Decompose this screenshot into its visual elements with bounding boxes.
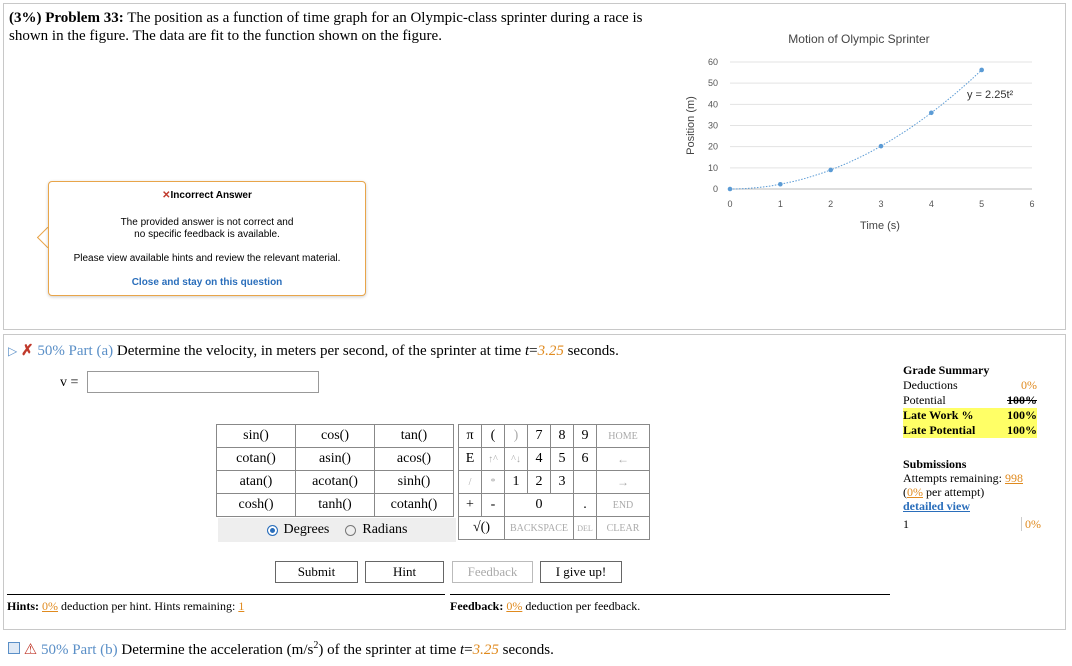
part-a-eq: = xyxy=(529,343,538,359)
part-a-units: seconds. xyxy=(567,343,619,359)
left-arrow-key[interactable]: ← xyxy=(597,448,650,471)
divide-key[interactable]: / xyxy=(459,471,482,494)
part-a-time: 3.25 xyxy=(537,343,564,359)
chart-x-tick-label: 1 xyxy=(777,199,783,209)
hints-label: Hints: xyxy=(7,599,40,613)
part-b-time: 3.25 xyxy=(472,642,499,658)
chart-data-point xyxy=(879,144,884,149)
dot-key[interactable]: . xyxy=(574,494,597,517)
feedback-button[interactable]: Feedback xyxy=(452,561,533,583)
per-attempt-pct: 0% xyxy=(907,485,923,499)
chart-y-axis-label: Position (m) xyxy=(685,96,697,155)
key-7[interactable]: 7 xyxy=(528,425,551,448)
tan-key[interactable]: tan() xyxy=(375,425,454,448)
per-attempt-text: per attempt) xyxy=(926,485,985,499)
part-b-units: seconds. xyxy=(502,642,554,658)
chart-svg xyxy=(672,20,1062,240)
part-b-eq: = xyxy=(464,642,473,658)
key-1[interactable]: 1 xyxy=(505,471,528,494)
late-potential-label: Late Potential xyxy=(903,423,976,437)
part-a-t-var: t xyxy=(524,343,530,359)
part-a-question: Determine the velocity, in meters per second, of the sprinter at time xyxy=(116,343,522,359)
deductions-value: 0% xyxy=(1021,378,1037,392)
submission-row-pct: 0% xyxy=(1021,517,1041,531)
tanh-key[interactable]: tanh() xyxy=(296,494,375,517)
acotan-key[interactable]: acotan() xyxy=(296,471,375,494)
hints-remaining: 1 xyxy=(238,599,245,613)
key-4[interactable]: 4 xyxy=(528,448,551,471)
cotan-key[interactable]: cotan() xyxy=(217,448,296,471)
del-key[interactable]: DEL xyxy=(574,517,597,540)
end-key[interactable]: END xyxy=(597,494,650,517)
feedback-label: Feedback: xyxy=(450,599,504,613)
deductions-label: Deductions xyxy=(903,378,958,392)
popup-title: Incorrect Answer xyxy=(170,190,252,201)
chart-x-tick-label: 2 xyxy=(828,199,834,209)
chart-x-tick-label: 0 xyxy=(727,199,733,209)
part-b-question: Determine the acceleration (m/s xyxy=(121,642,314,658)
submission-row-number: 1 xyxy=(903,517,909,531)
key-2[interactable]: 2 xyxy=(528,471,551,494)
answer-variable-label: v = xyxy=(60,375,79,390)
submissions-title: Submissions xyxy=(903,457,967,471)
part-a-header xyxy=(8,341,619,360)
part-b-exponent: 2 xyxy=(313,640,319,651)
chart-x-tick-label: 4 xyxy=(928,199,934,209)
superscript-down-key[interactable]: ^↓ xyxy=(505,448,528,471)
radians-label[interactable]: Radians xyxy=(362,522,408,537)
minus-key[interactable]: - xyxy=(482,494,505,517)
chart-x-tick-label: 5 xyxy=(979,199,985,209)
chart-title: Motion of Olympic Sprinter xyxy=(788,32,930,46)
cosh-key[interactable]: cosh() xyxy=(217,494,296,517)
part-b-header xyxy=(8,640,554,659)
chart-y-tick-label: 40 xyxy=(707,99,718,110)
feedback-deduction-pct: 0% xyxy=(506,599,523,613)
chart-data-point xyxy=(929,111,934,116)
late-work-value: 100% xyxy=(1007,408,1037,422)
degrees-label[interactable]: Degrees xyxy=(283,522,330,537)
problem-body: The position as a function of time graph for an Olympic-class sprinter during a race is shown in the figure. The data are fit to the function shown on the figure. xyxy=(9,10,643,44)
feedback-text: deduction per feedback. xyxy=(525,599,641,613)
multiply-key[interactable]: * xyxy=(482,471,505,494)
popup-message-line2: no specific feedback is available. xyxy=(134,229,280,240)
chart-fit-line xyxy=(730,70,982,189)
chart-y-tick-label: 30 xyxy=(707,120,718,131)
chart-data-point xyxy=(828,168,833,173)
clear-key[interactable]: CLEAR xyxy=(597,517,650,540)
grade-summary xyxy=(903,363,1037,438)
late-work-label: Late Work % xyxy=(903,408,974,422)
function-keypad xyxy=(216,424,454,517)
paren-open: ( xyxy=(903,485,907,499)
acos-key[interactable]: acos() xyxy=(375,448,454,471)
right-arrow-key[interactable]: → xyxy=(597,471,650,494)
chart-x-axis-label: Time (s) xyxy=(860,220,900,232)
detailed-view-link[interactable]: detailed view xyxy=(903,499,970,513)
key-6[interactable]: 6 xyxy=(574,448,597,471)
chart-x-tick-label: 6 xyxy=(1029,199,1035,209)
part-b-t-var: t xyxy=(459,642,465,658)
chart-y-tick-label: 20 xyxy=(707,141,718,152)
pi-key[interactable]: π xyxy=(459,425,482,448)
popup-message xyxy=(49,217,365,241)
chart-y-tick-label: 60 xyxy=(707,57,718,67)
cotanh-key[interactable]: cotanh() xyxy=(375,494,454,517)
incorrect-x-icon: ✗ xyxy=(20,343,34,359)
attempts-remaining: 998 xyxy=(1004,471,1023,485)
potential-value: 100% xyxy=(1007,393,1037,407)
hints-info xyxy=(7,594,445,631)
part-b-label: 50% Part (b) xyxy=(40,642,118,658)
left-paren-key[interactable]: ( xyxy=(482,425,505,448)
atan-key[interactable]: atan() xyxy=(217,471,296,494)
hint-deduction-pct: 0% xyxy=(42,599,59,613)
key-0[interactable]: 0 xyxy=(505,494,574,517)
number-keypad xyxy=(458,424,650,540)
chart-data-point xyxy=(728,187,733,192)
potential-label: Potential xyxy=(903,393,946,407)
incorrect-answer-popup xyxy=(48,181,366,296)
chart-y-tick-label: 10 xyxy=(707,162,718,173)
late-potential-value: 100% xyxy=(1007,423,1037,437)
part-b-question-mid: ) of the sprinter at time xyxy=(318,642,457,658)
collapse-box-icon[interactable] xyxy=(8,642,20,654)
asin-key[interactable]: asin() xyxy=(296,448,375,471)
key-8[interactable]: 8 xyxy=(551,425,574,448)
superscript-up-key[interactable]: ↑^ xyxy=(482,448,505,471)
submit-button[interactable]: Submit xyxy=(275,561,358,583)
key-9[interactable]: 9 xyxy=(574,425,597,448)
popup-message-line1: The provided answer is not correct and xyxy=(120,217,294,228)
chart-data-point xyxy=(778,182,783,187)
radians-radio[interactable] xyxy=(345,525,356,536)
chart-y-tick-label: 0 xyxy=(712,184,718,194)
backspace-key[interactable]: BACKSPACE xyxy=(505,517,574,540)
home-key[interactable]: HOME xyxy=(597,425,650,448)
close-popup-link[interactable]: Close and stay on this question xyxy=(131,277,283,288)
hint-button[interactable]: Hint xyxy=(365,561,444,583)
position-time-chart xyxy=(672,20,1062,240)
degrees-radio[interactable] xyxy=(267,525,278,536)
angle-mode-selector xyxy=(218,518,456,542)
key-5[interactable]: 5 xyxy=(551,448,574,471)
popup-hint-text: Please view available hints and review the relevant material. xyxy=(73,253,341,264)
warning-triangle-icon: ⚠ xyxy=(23,642,38,658)
chart-data-point xyxy=(979,68,984,73)
plus-key[interactable]: + xyxy=(459,494,482,517)
part-a-label: 50% Part (a) xyxy=(37,343,114,359)
sin-key[interactable]: sin() xyxy=(217,425,296,448)
attempts-label: Attempts remaining: xyxy=(903,471,1002,485)
problem-statement xyxy=(9,9,669,45)
key-3[interactable]: 3 xyxy=(551,471,574,494)
sinh-key[interactable]: sinh() xyxy=(375,471,454,494)
chart-x-tick-label: 3 xyxy=(878,199,884,209)
chart-y-tick-label: 50 xyxy=(707,78,718,89)
feedback-info xyxy=(450,594,890,631)
right-paren-key[interactable]: ) xyxy=(505,425,528,448)
error-x-icon: ✕ xyxy=(162,190,171,201)
cos-key[interactable]: cos() xyxy=(296,425,375,448)
chart-fit-label: y = 2.25t² xyxy=(967,89,1014,101)
problem-label: (3%) Problem 33: xyxy=(9,10,124,26)
submissions-info xyxy=(903,457,1041,531)
hints-text: deduction per hint. Hints remaining: xyxy=(61,599,236,613)
sqrt-key[interactable]: √() xyxy=(459,517,505,540)
answer-input[interactable] xyxy=(87,371,319,393)
e-key[interactable]: E xyxy=(459,448,482,471)
expand-triangle-icon[interactable]: ▷ xyxy=(8,344,18,358)
give-up-button[interactable]: I give up! xyxy=(540,561,622,583)
grade-summary-title: Grade Summary xyxy=(903,363,990,377)
